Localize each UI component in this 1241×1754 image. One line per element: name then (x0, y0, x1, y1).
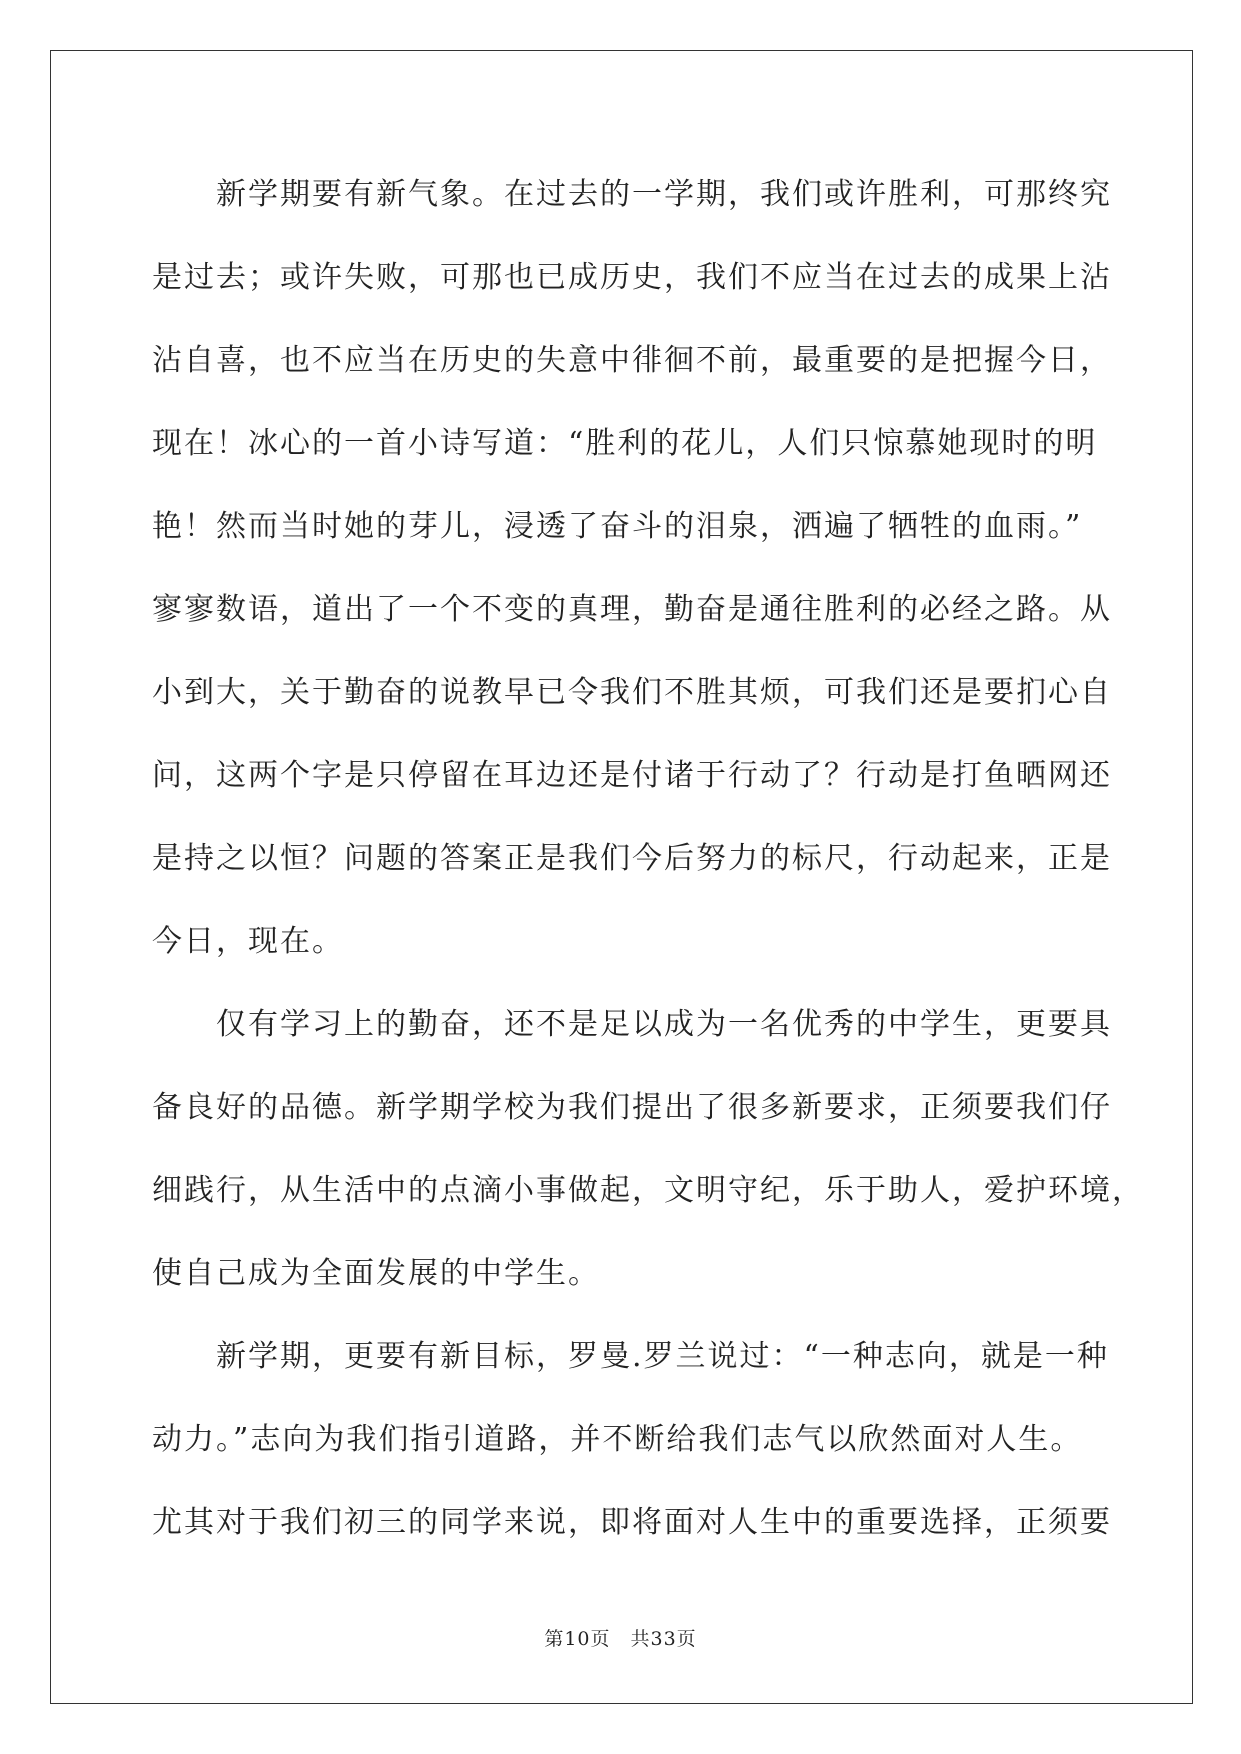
page-number: 第10页 (544, 1628, 611, 1650)
text-line: 仅有学习上的勤奋，还不是足以成为一名优秀的中学生，更要具 (216, 1007, 1112, 1042)
text-line: 今日，现在。 (152, 924, 344, 959)
text-line: 小到大，关于勤奋的说教早已令我们不胜其烦，可我们还是要扪心自 (152, 675, 1112, 710)
text-line: 寥寥数语，道出了一个不变的真理，勤奋是通往胜利的必经之路。从 (152, 592, 1112, 627)
text-line: 尤其对于我们初三的同学来说，即将面对人生中的重要选择，正须要 (152, 1505, 1112, 1540)
page-footer (0, 1627, 1241, 1651)
text-line: 是过去；或许失败，可那也已成历史，我们不应当在过去的成果上沾 (152, 260, 1112, 295)
text-line: 新学期，更要有新目标，罗曼.罗兰说过：“一种志向，就是一种 (216, 1339, 1109, 1374)
page-total: 共33页 (630, 1628, 697, 1650)
text-line: 沾自喜，也不应当在历史的失意中徘徊不前，最重要的是把握今日， (152, 343, 1112, 378)
text-line: 新学期要有新气象。在过去的一学期，我们或许胜利，可那终究 (216, 177, 1112, 212)
text-line: 动力。”志向为我们指引道路，并不断给我们志气以欣然面对人生。 (152, 1422, 1083, 1457)
text-line: 使自己成为全面发展的中学生。 (152, 1256, 600, 1291)
text-line: 问，这两个字是只停留在耳边还是付诸于行动了？行动是打鱼晒网还 (152, 758, 1112, 793)
text-line: 是持之以恒？问题的答案正是我们今后努力的标尺，行动起来，正是 (152, 841, 1112, 876)
text-line: 现在！冰心的一首小诗写道：“胜利的花儿，人们只惊慕她现时的明 (152, 426, 1098, 461)
text-line: 艳！然而当时她的芽儿，浸透了奋斗的泪泉，洒遍了牺牲的血雨。” (152, 509, 1083, 544)
text-line: 备良好的品德。新学期学校为我们提出了很多新要求，正须要我们仔 (152, 1090, 1112, 1125)
body-text (152, 153, 1144, 1564)
text-line: 细践行，从生活中的点滴小事做起，文明守纪，乐于助人，爱护环境， (152, 1173, 1144, 1208)
